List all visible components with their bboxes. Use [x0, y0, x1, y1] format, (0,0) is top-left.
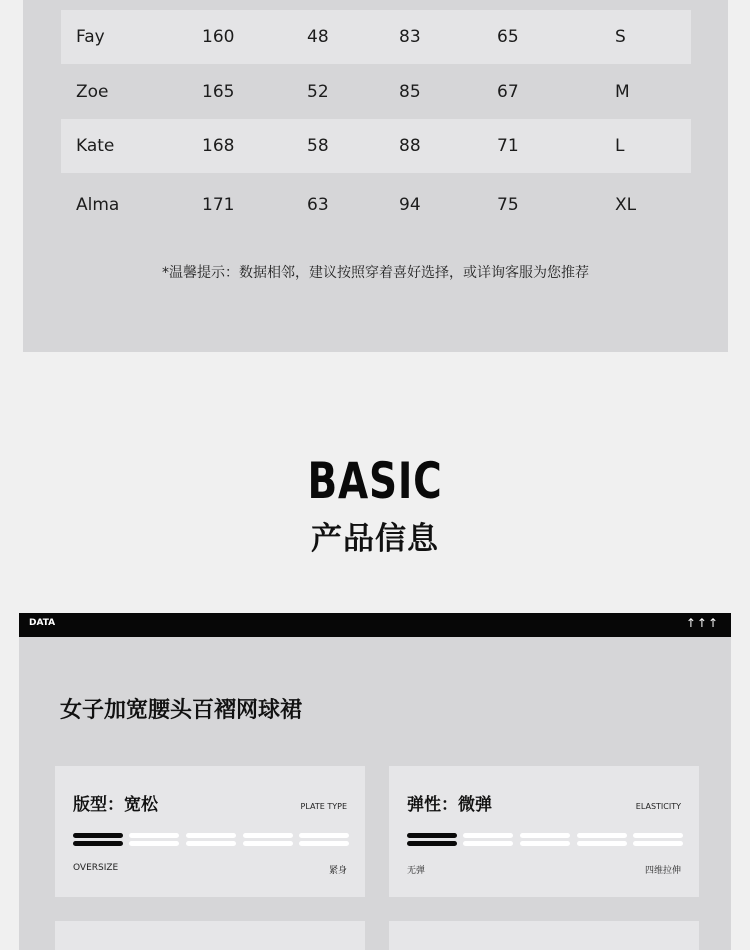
scale-segment [299, 833, 349, 847]
table-cell: 171 [202, 195, 235, 215]
table-cell: Kate [76, 136, 115, 156]
attribute-name: 弹性：微弹 [407, 795, 492, 815]
table-cell: S [615, 27, 626, 47]
scale-high-label: 紧身 [328, 866, 347, 876]
data-header-bar [19, 613, 731, 637]
scale-segment [407, 833, 457, 847]
table-cell: Alma [76, 195, 120, 215]
attribute-card-elasticity [389, 766, 699, 897]
table-cell: 165 [202, 82, 235, 102]
arrow-up-icon: ↑↑↑ [685, 616, 719, 630]
table-cell: 88 [399, 136, 421, 156]
section-subtitle: 产品信息 [311, 521, 439, 557]
table-cell: M [615, 82, 630, 102]
table-row [61, 10, 691, 64]
scale-low-label: 无弹 [407, 866, 426, 876]
table-cell: 83 [399, 27, 421, 47]
data-label: DATA [29, 618, 56, 628]
table-row [61, 119, 691, 173]
table-cell: XL [615, 195, 637, 215]
table-cell: Zoe [76, 82, 109, 102]
scale-segment [577, 833, 627, 847]
table-cell: 75 [497, 195, 519, 215]
attribute-card [55, 921, 365, 950]
table-row [61, 65, 691, 119]
table-cell: 48 [307, 27, 329, 47]
scale-segment [186, 833, 236, 847]
section-title: BASIC [307, 452, 443, 510]
table-cell: 85 [399, 82, 421, 102]
table-cell: 94 [399, 195, 421, 215]
scale-segment [129, 833, 179, 847]
table-cell: 63 [307, 195, 329, 215]
table-cell: 168 [202, 136, 235, 156]
product-name: 女子加宽腰头百褶网球裙 [60, 698, 303, 723]
table-cell: 65 [497, 27, 519, 47]
level-scale [73, 833, 349, 847]
table-cell: 52 [307, 82, 329, 102]
attribute-english-label: PLATE TYPE [300, 802, 347, 811]
scale-segment [520, 833, 570, 847]
scale-segment [463, 833, 513, 847]
table-cell: 71 [497, 136, 519, 156]
table-cell: 58 [307, 136, 329, 156]
table-cell: L [615, 136, 625, 156]
product-data-panel [19, 637, 731, 950]
table-cell: Fay [76, 27, 105, 47]
scale-segment [243, 833, 293, 847]
table-cell: 160 [202, 27, 235, 47]
scale-high-label: 四维拉伸 [644, 866, 681, 876]
table-cell: 67 [497, 82, 519, 102]
size-table-panel [23, 0, 728, 352]
scale-low-label: OVERSIZE [73, 863, 119, 873]
attribute-card-plate-type [55, 766, 365, 897]
attribute-english-label: ELASTICITY [635, 802, 681, 811]
scale-segment [633, 833, 683, 847]
attribute-card [389, 921, 699, 950]
table-row [61, 178, 691, 232]
scale-segment [73, 833, 123, 847]
level-scale [407, 833, 683, 847]
attribute-name: 版型：宽松 [73, 795, 158, 815]
size-note: *温馨提示：数据相邻，建议按照穿着喜好选择，或详询客服为您推荐 [162, 265, 589, 281]
